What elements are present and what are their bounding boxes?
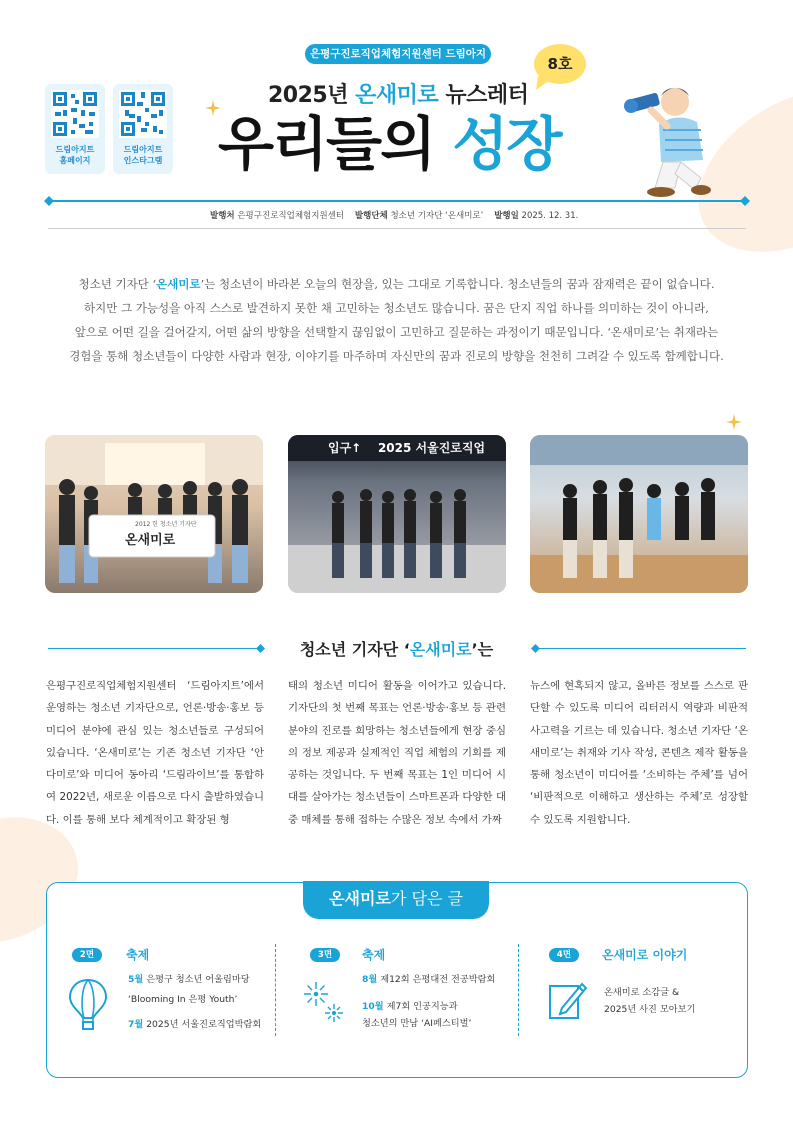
page-badge-2: 2면 — [72, 948, 102, 962]
speech-tail — [536, 76, 552, 90]
contents-item-2-1-sub: ‘Blooming In 은평 Youth’ — [128, 994, 238, 1005]
contents-item-3-1[interactable]: 8월 제12회 은평대전 전공박람회 — [362, 974, 496, 985]
photo1-banner-text: 온새미로 — [125, 533, 176, 548]
photo-group-1 — [45, 435, 263, 593]
intro-line-4: 경험을 통해 청소년들이 다양한 사람과 현장, 이야기를 마주하며 자신만의 꿈과 진로의 방향을 천천히 그려갈 수 있도록 함께합니다. — [69, 349, 724, 363]
fireworks-icon — [298, 976, 350, 1028]
org-pill: 은평구진로직업체험지원센터 드림아지트 — [305, 44, 491, 64]
contents-divider-2 — [518, 944, 520, 1036]
category-story: 온새미로 이야기 — [602, 948, 688, 962]
contents-item-3-2[interactable]: 10월 제7회 인공지능과 — [362, 1001, 458, 1012]
page-badge-4: 4면 — [549, 948, 579, 962]
section-heading: 청소년 기자단 ‘온새미로’는 — [299, 640, 494, 659]
qr-home-label-1: 드림아지트 — [55, 145, 95, 154]
contents-item-2-1[interactable]: 5월 은평구 청소년 어울림마당 — [128, 974, 250, 985]
rule-diamond-right — [740, 196, 750, 206]
photo1-sign-small: 2012 힌 청소년 기자단 — [135, 521, 197, 528]
qr-card-homepage[interactable] — [45, 84, 105, 174]
qr-insta-label-2: 인스타그램 — [123, 156, 163, 165]
intro-line-1: 청소년 기자단 ‘온새미로’는 청소년이 바라본 오늘의 현장을, 있는 그대로 기록합니다. 청소년들의 꿈과 잠재력은 끝이 없습니다. — [78, 277, 715, 291]
photo2-sign: 입구↑ 2025 서울진로직업 — [328, 441, 486, 455]
intro-line-2: 하지만 그 가능성을 아직 스스로 발견하지 못한 채 고민하는 청소년도 많습니다. 꿈은 단지 직업 하나를 의미하는 것이 아니라, — [84, 301, 709, 315]
intro-line-3: 앞으로 어떤 길을 걸어갈지, 어떤 삶의 방향을 선택할지 끊임없이 고민하고 질문하는 과정이기 때문입니다. ‘온새미로’는 취재라는 — [74, 325, 719, 339]
photo-group-3 — [530, 435, 748, 593]
rule-diamond-left — [44, 196, 54, 206]
contents-item-3-2-sub: 청소년의 만남 ‘AI페스티벌’ — [362, 1018, 472, 1029]
qr-code-icon — [119, 90, 167, 138]
body-column-3: 뉴스에 현혹되지 않고, 올바른 정보를 스스로 판단할 수 있도록 미디어 리터러시 역량과 비판적 사고력을 기르는 데 있습니다. 청소년 기자단 ‘온새미로’는 취재와 기사 작성, 콘텐츠 제작 활동을 통해 청소년이 미디어를 ‘소비하는 주체’를 넘어 ‘비판적으로 이해하고 생산하는 주체’로 성장할 수 있도록 지원합니다. — [530, 680, 748, 826]
qr-insta-label-1: 드림아지트 — [123, 145, 163, 154]
qr-home-label-2: 홈페이지 — [59, 156, 91, 165]
contents-item-2-2[interactable]: 7월 2025년 서울진로직업박람회 — [128, 1019, 262, 1030]
page-badge-3: 3면 — [310, 948, 340, 962]
contents-divider-1 — [275, 944, 277, 1036]
qr-card-instagram[interactable] — [113, 84, 173, 174]
publication-info: 발행처 은평구진로직업체험지원센터 발행단체 청소년 기자단 ‘온새미로’ 발행일 2025. 12. 31. — [210, 211, 579, 221]
body-column-2: 태의 청소년 미디어 활동을 이어가고 있습니다. 기자단의 첫 번째 목표는 언론·방송·홍보 등 관련 분야의 진로를 희망하는 청소년들에게 현장 중심의 정보 제공과 실제적인 직업 체험의 기회를 제공하는 것입니다. 두 번째 목표는 1인 미디어 시대를 살아가는 청소년들이 스마트폰과 다양한 대중 매체를 통해 접하는 수많은 정보 속에서 가짜 — [288, 680, 506, 826]
contents-tab: 온새미로가 담은 글 — [303, 881, 489, 919]
header-rule — [48, 200, 746, 202]
hot-air-balloon-icon — [68, 978, 108, 1030]
main-title: 우리들의 성장 — [218, 110, 561, 178]
pubinfo-rule — [48, 228, 746, 229]
qr-code-icon — [51, 90, 99, 138]
body-column-1: 은평구진로직업체험지원센터 ‘드림아지트’에서 운영하는 청소년 기자단으로, 언론·방송·홍보 등 미디어 분야에 관심 있는 청소년들로 구성되어 있습니다. ‘온새미로’는 기존 청소년 기자단 ‘안다미로’와 미디어 동아리 ‘드림라이브’를 통합하여 2022년, 새로운 이름으로 다시 출발하였습니다. 이를 통해 보다 체계적이고 확장된 형 — [46, 680, 264, 826]
telescope-boy-illustration — [615, 70, 725, 200]
issue-number-badge: 8호 — [534, 44, 586, 84]
sparkle-icon — [726, 414, 742, 430]
intro-paragraph — [60, 272, 733, 368]
category-festival-1: 축제 — [126, 948, 150, 962]
category-festival-2: 축제 — [362, 948, 386, 962]
photo-group-2 — [288, 435, 506, 593]
contents-item-4-2[interactable]: 2025년 사진 모아보기 — [604, 1004, 696, 1015]
issue-title: 2025년 온새미로 뉴스레터 — [268, 83, 529, 108]
note-pencil-icon — [546, 978, 590, 1022]
contents-item-4-1[interactable]: 온새미로 소감글 & — [604, 987, 680, 998]
